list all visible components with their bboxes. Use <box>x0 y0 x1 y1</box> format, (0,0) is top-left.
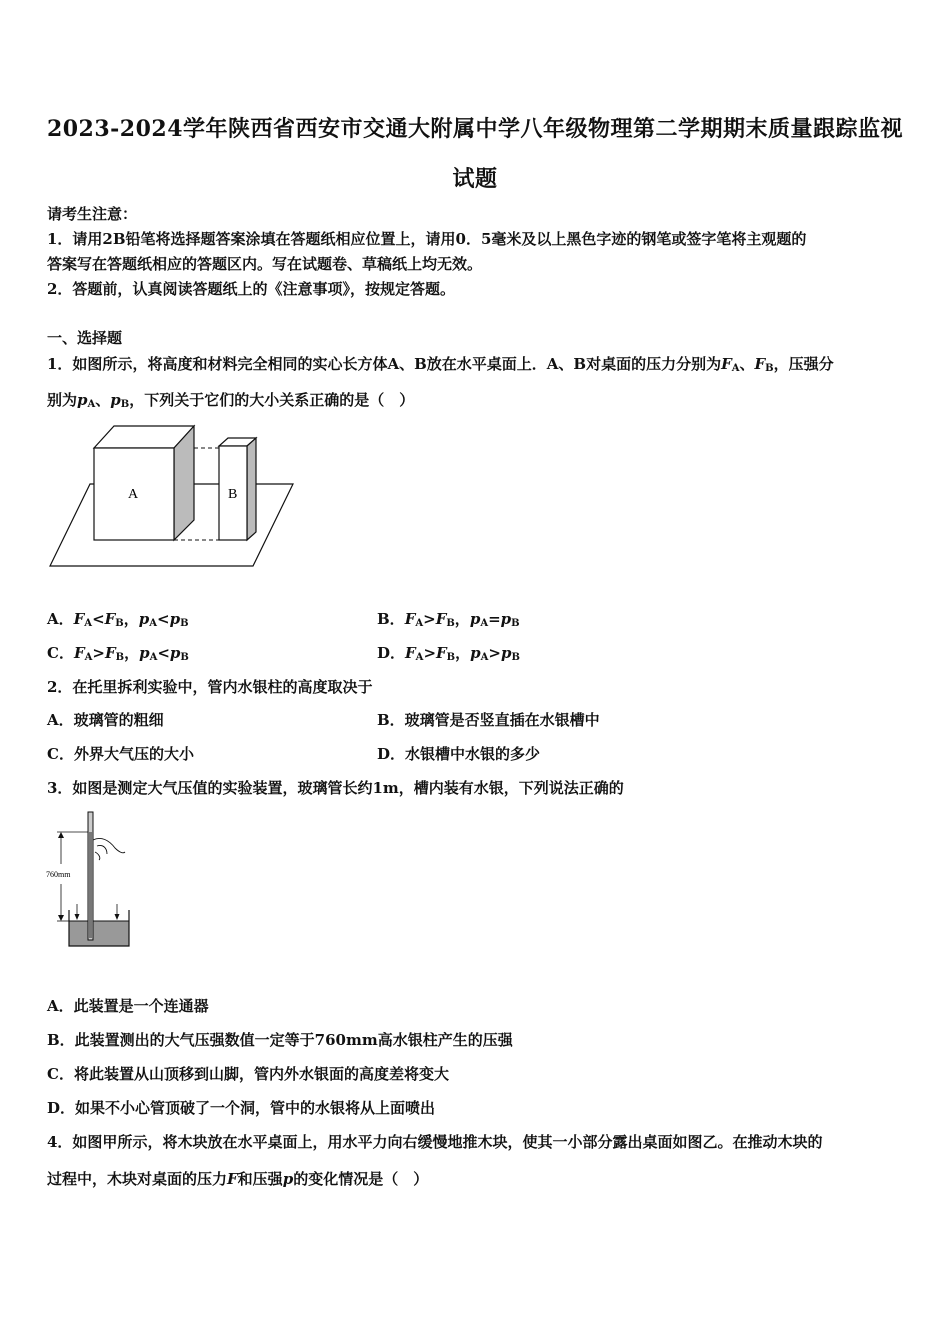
q1-option-d[interactable]: D．$F_A>F_B$，$p_A>p_B$ <box>377 644 520 663</box>
q1-stem-text-b: ，压强分 <box>773 355 834 373</box>
q4-var-p: p <box>282 1170 294 1188</box>
q3-option-c[interactable]: C．将此装置从山顶移到山脚，管内外水银面的高度差将变大 <box>47 1065 449 1083</box>
notice-heading: 请考生注意： <box>47 205 138 223</box>
q2-option-d[interactable]: D．水银槽中水银的多少 <box>377 745 541 763</box>
q4-stem-cont: 过程中，木块对桌面的压力F和压强p的变化情况是（ ） <box>47 1170 429 1188</box>
q1-stem-text-c: 别为 <box>47 391 78 409</box>
q3-figure-torricelli <box>45 808 140 950</box>
q1-figure-blocks <box>48 424 298 572</box>
q2-stem: 2．在托里拆利实验中，管内水银柱的高度取决于 <box>47 678 373 696</box>
document-title: 2023-2024学年陕西省西安市交通大附属中学八年级物理第二学期期末质量跟踪监视 <box>46 116 904 142</box>
q1-stem-text: 1．如图所示，将高度和材料完全相同的实心长方体A、B放在水平桌面上．A、B对桌面的压力分别为 <box>47 355 722 373</box>
q4-var-f: F <box>227 1170 238 1188</box>
q1-stem: 1．如图所示，将高度和材料完全相同的实心长方体A、B放在水平桌面上．A、B对桌面的压力分别为$F_A$、$F_B$，压强分 <box>47 355 834 374</box>
q3-figure-label: 760mm <box>46 870 71 879</box>
figure-label-a: A <box>128 487 139 502</box>
q1-option-a[interactable]: A．$F_A<F_B$，$p_A<p_B$ <box>47 610 189 629</box>
q2-option-a[interactable]: A．玻璃管的粗细 <box>47 711 164 729</box>
q3-option-a[interactable]: A．此装置是一个连通器 <box>47 997 209 1015</box>
figure-label-b: B <box>228 487 238 502</box>
document-title-cont: 试题 <box>452 166 498 192</box>
q1-option-b[interactable]: B．$F_A>F_B$，$p_A=p_B$ <box>377 610 520 629</box>
q3-option-d[interactable]: D．如果不小心管顶破了一个洞，管中的水银将从上面喷出 <box>47 1099 436 1117</box>
q4-stem: 4．如图甲所示，将木块放在水平桌面上，用水平力向右缓慢地推木块，使其一小部分露出桌面如图乙。在推动木块的 <box>47 1133 823 1151</box>
notice-item-2: 2．答题前，认真阅读答题纸上的《注意事项》，按规定答题。 <box>47 280 455 298</box>
notice-item-1: 1．请用2B铅笔将选择题答案涂填在答题纸相应位置上，请用0．5毫米及以上黑色字迹的钢笔或签字笔将主观题的 <box>47 230 807 248</box>
q2-option-c[interactable]: C．外界大气压的大小 <box>47 745 194 763</box>
q1-option-c[interactable]: C．$F_A>F_B$，$p_A<p_B$ <box>47 644 189 663</box>
q1-stem-cont: 别为$p_A$、$p_B$，下列关于它们的大小关系正确的是（ ） <box>47 391 415 410</box>
q1-stem-text-d: ，下列关于它们的大小关系正确的是（ ） <box>129 391 415 409</box>
q3-option-b[interactable]: B．此装置测出的大气压强数值一定等于760mm高水银柱产生的压强 <box>47 1031 513 1049</box>
notice-item-1-cont: 答案写在答题纸相应的答题区内。写在试题卷、草稿纸上均无效。 <box>47 255 483 273</box>
q2-option-b[interactable]: B．玻璃管是否竖直插在水银槽中 <box>377 711 600 729</box>
q3-stem: 3．如图是测定大气压值的实验装置，玻璃管长约1m，槽内装有水银，下列说法正确的 <box>47 779 624 797</box>
section-heading: 一、选择题 <box>47 329 123 347</box>
